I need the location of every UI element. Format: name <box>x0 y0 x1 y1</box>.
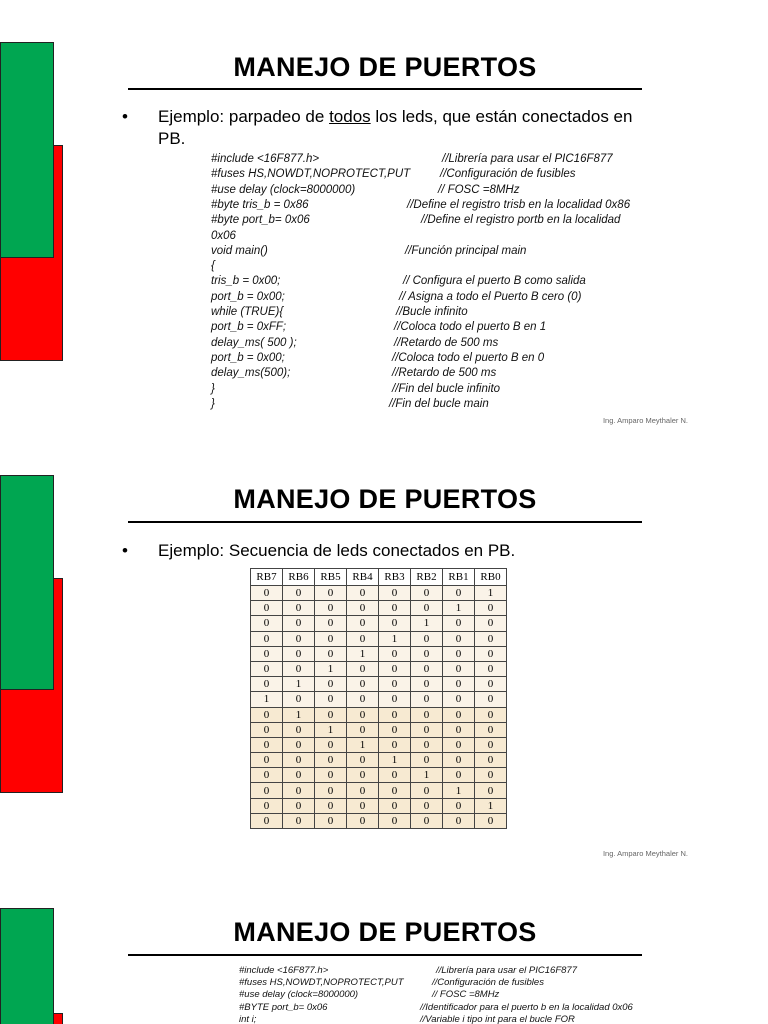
table-cell: 0 <box>347 677 379 692</box>
table-cell: 0 <box>251 813 283 828</box>
table-row <box>251 798 507 813</box>
table-column-header: RB7 <box>251 569 283 586</box>
table-cell: 1 <box>347 646 379 661</box>
code-comment: //Coloca todo el puerto B en 1 <box>394 321 547 334</box>
table-cell: 0 <box>347 601 379 616</box>
table-cell: 0 <box>251 722 283 737</box>
author-credit: Ing. Amparo Meythaler N. <box>602 849 688 858</box>
table-cell: 1 <box>315 661 347 676</box>
table-cell: 0 <box>411 631 443 646</box>
table-cell: 0 <box>347 768 379 783</box>
code-comment: // Asigna a todo el Puerto B cero (0) <box>399 290 582 303</box>
table-cell: 0 <box>283 616 315 631</box>
table-cell: 0 <box>251 798 283 813</box>
table-cell: 0 <box>443 631 475 646</box>
table-row <box>251 707 507 722</box>
title-rule <box>128 88 642 90</box>
table-cell: 1 <box>283 677 315 692</box>
table-cell: 0 <box>283 646 315 661</box>
code-comment: // FOSC =8MHz <box>438 183 520 196</box>
table-cell: 0 <box>347 707 379 722</box>
table-cell: 0 <box>475 707 507 722</box>
table-cell: 0 <box>315 707 347 722</box>
table-cell: 0 <box>443 586 475 601</box>
table-cell: 0 <box>283 586 315 601</box>
table-cell: 0 <box>411 707 443 722</box>
table-cell: 0 <box>411 737 443 752</box>
table-cell: 0 <box>347 722 379 737</box>
table-column-header: RB5 <box>315 569 347 586</box>
table-cell: 0 <box>315 616 347 631</box>
code-comment: //Librería para usar el PIC16F877 <box>442 153 613 165</box>
title-rule <box>128 954 642 956</box>
code-statement: 0x06 <box>211 229 236 242</box>
table-cell: 0 <box>315 692 347 707</box>
table-row <box>251 631 507 646</box>
table-cell: 0 <box>251 661 283 676</box>
code-statement: #include <16F877.h> <box>239 965 329 976</box>
code-statement: port_b = 0x00; <box>211 290 285 303</box>
table-cell: 0 <box>283 783 315 798</box>
table-cell: 0 <box>379 783 411 798</box>
table-row <box>251 616 507 631</box>
table-cell: 0 <box>475 601 507 616</box>
table-cell: 0 <box>411 661 443 676</box>
table-cell: 0 <box>411 813 443 828</box>
code-comment: //Fin del bucle infinito <box>392 382 501 395</box>
code-comment: //Función principal main <box>405 244 527 257</box>
table-cell: 1 <box>411 616 443 631</box>
table-cell: 0 <box>379 677 411 692</box>
table-cell: 0 <box>443 692 475 707</box>
code-statement: } <box>211 382 215 395</box>
code-statement: delay_ms(500); <box>211 367 291 380</box>
table-cell: 0 <box>443 661 475 676</box>
bullet-text <box>158 106 653 150</box>
table-row <box>251 692 507 707</box>
table-cell: 0 <box>443 677 475 692</box>
table-cell: 1 <box>379 631 411 646</box>
code-comment: //Bucle infinito <box>396 306 468 318</box>
table-row <box>251 783 507 798</box>
table-row <box>251 586 507 601</box>
code-comment: //Define el registro portb en la localidad <box>421 214 621 227</box>
table-cell: 0 <box>251 677 283 692</box>
slide-title: MANEJO DE PUERTOS <box>233 917 537 947</box>
code-comment: // FOSC =8MHz <box>432 989 500 1001</box>
code-comment: //Define el registro trisb en la localidad 0x86 <box>407 198 631 211</box>
code-comment: //Retardo de 500 ms <box>394 336 499 349</box>
code-statement: #use delay (clock=8000000) <box>239 989 359 1001</box>
table-header-row <box>251 569 507 586</box>
table-cell: 0 <box>251 737 283 752</box>
green-decoration-bar <box>0 42 54 258</box>
table-cell: 0 <box>379 661 411 676</box>
table-cell: 0 <box>283 753 315 768</box>
table-cell: 0 <box>411 692 443 707</box>
table-cell: 0 <box>283 737 315 752</box>
table-cell: 0 <box>315 813 347 828</box>
table-cell: 0 <box>251 707 283 722</box>
table-cell: 0 <box>475 661 507 676</box>
table-cell: 0 <box>475 783 507 798</box>
table-cell: 0 <box>315 677 347 692</box>
green-decoration-bar <box>0 475 54 690</box>
code-comment: //Identificador para el puerto b en la localidad 0x06 <box>420 1001 633 1013</box>
table-cell: 0 <box>443 707 475 722</box>
table-cell: 0 <box>315 586 347 601</box>
table-cell: 0 <box>315 753 347 768</box>
slide-3 <box>0 895 768 1024</box>
table-column-header: RB6 <box>283 569 315 586</box>
table-cell: 0 <box>283 798 315 813</box>
table-row <box>251 677 507 692</box>
table-cell: 0 <box>251 768 283 783</box>
table-cell: 1 <box>475 586 507 601</box>
table-cell: 0 <box>379 692 411 707</box>
table-cell: 0 <box>475 722 507 737</box>
table-cell: 0 <box>347 798 379 813</box>
table-column-header: RB0 <box>475 569 507 586</box>
bullet-text-underlined: todos <box>329 107 371 126</box>
table-cell: 0 <box>475 813 507 828</box>
table-cell: 0 <box>347 813 379 828</box>
slide-1 <box>0 0 768 440</box>
table-cell: 1 <box>251 692 283 707</box>
code-comment: //Librería para usar el PIC16F877 <box>436 965 577 976</box>
table-cell: 1 <box>379 753 411 768</box>
bullet-dot: • <box>122 107 128 126</box>
table-cell: 0 <box>411 722 443 737</box>
table-cell: 1 <box>315 722 347 737</box>
table-cell: 0 <box>315 601 347 616</box>
table-cell: 0 <box>411 586 443 601</box>
table-cell: 0 <box>283 692 315 707</box>
table-cell: 0 <box>315 768 347 783</box>
code-comment: //Configuración de fusibles <box>440 168 576 181</box>
table-cell: 0 <box>443 768 475 783</box>
table-cell: 0 <box>411 753 443 768</box>
table-row <box>251 768 507 783</box>
table-cell: 0 <box>475 646 507 661</box>
table-cell: 0 <box>251 601 283 616</box>
bullet-dot: • <box>122 541 128 560</box>
table-cell: 0 <box>283 631 315 646</box>
table-row <box>251 661 507 676</box>
table-cell: 0 <box>411 677 443 692</box>
code-comment: // Configura el puerto B como salida <box>403 275 586 288</box>
table-cell: 0 <box>251 646 283 661</box>
table-cell: 0 <box>475 692 507 707</box>
slide-title: MANEJO DE PUERTOS <box>233 484 537 514</box>
table-cell: 0 <box>443 722 475 737</box>
code-statement: } <box>211 397 215 410</box>
table-cell: 0 <box>315 737 347 752</box>
code-statement: #fuses HS,NOWDT,NOPROTECT,PUT <box>211 168 411 181</box>
table-column-header: RB1 <box>443 569 475 586</box>
code-comment: //Configuración de fusibles <box>432 977 544 989</box>
table-cell: 0 <box>251 631 283 646</box>
code-statement: #byte tris_b = 0x86 <box>211 198 309 211</box>
table-cell: 1 <box>443 783 475 798</box>
table-cell: 0 <box>379 813 411 828</box>
table-cell: 0 <box>475 631 507 646</box>
code-statement: #BYTE port_b= 0x06 <box>239 1001 328 1013</box>
table-cell: 0 <box>379 737 411 752</box>
table-cell: 1 <box>411 768 443 783</box>
table-cell: 0 <box>315 783 347 798</box>
table-cell: 0 <box>283 722 315 737</box>
table-row <box>251 601 507 616</box>
table-cell: 0 <box>283 601 315 616</box>
code-statement: delay_ms( 500 ); <box>211 336 297 349</box>
table-cell: 1 <box>283 707 315 722</box>
table-cell: 1 <box>347 737 379 752</box>
table-cell: 0 <box>347 661 379 676</box>
table-row <box>251 813 507 828</box>
code-comment: //Variable i tipo int para el bucle FOR <box>420 1013 575 1024</box>
code-comment: //Retardo de 500 ms <box>392 367 497 380</box>
table-cell: 0 <box>347 783 379 798</box>
table-cell: 0 <box>475 616 507 631</box>
author-credit: Ing. Amparo Meythaler N. <box>602 416 688 425</box>
table-cell: 0 <box>347 616 379 631</box>
table-cell: 0 <box>475 737 507 752</box>
table-cell: 0 <box>315 646 347 661</box>
table-cell: 0 <box>315 798 347 813</box>
bullet-text-pre: Ejemplo: parpadeo de <box>158 107 330 126</box>
table-cell: 0 <box>475 677 507 692</box>
green-decoration-bar <box>0 908 54 1024</box>
table-cell: 0 <box>443 646 475 661</box>
table-cell: 0 <box>411 783 443 798</box>
table-cell: 0 <box>379 616 411 631</box>
table-cell: 0 <box>443 813 475 828</box>
code-statement: port_b = 0xFF; <box>211 321 287 334</box>
table-cell: 0 <box>379 646 411 661</box>
table-cell: 0 <box>443 737 475 752</box>
table-cell: 0 <box>411 601 443 616</box>
table-cell: 0 <box>251 783 283 798</box>
table-cell: 0 <box>475 753 507 768</box>
table-cell: 0 <box>347 753 379 768</box>
title-rule <box>128 521 642 523</box>
table-cell: 0 <box>443 753 475 768</box>
table-cell: 0 <box>411 646 443 661</box>
code-statement: #byte port_b= 0x06 <box>211 214 310 227</box>
code-statement: port_b = 0x00; <box>211 351 285 364</box>
code-comment: //Coloca todo el puerto B en 0 <box>392 351 545 364</box>
code-statement: #use delay (clock=8000000) <box>211 183 356 196</box>
table-cell: 0 <box>347 631 379 646</box>
table-column-header: RB4 <box>347 569 379 586</box>
table-cell: 0 <box>475 768 507 783</box>
table-cell: 0 <box>315 631 347 646</box>
table-cell: 0 <box>379 798 411 813</box>
table-cell: 0 <box>379 601 411 616</box>
table-cell: 0 <box>251 586 283 601</box>
code-statement: tris_b = 0x00; <box>211 275 281 288</box>
table-cell: 0 <box>379 722 411 737</box>
table-cell: 1 <box>443 601 475 616</box>
code-statement: int i; <box>239 1013 257 1024</box>
table-cell: 0 <box>347 692 379 707</box>
table-cell: 0 <box>283 768 315 783</box>
table-cell: 0 <box>443 616 475 631</box>
table-row <box>251 737 507 752</box>
code-statement: { <box>211 260 215 273</box>
code-statement: #include <16F877.h> <box>211 153 320 165</box>
table-row <box>251 753 507 768</box>
table-cell: 0 <box>411 798 443 813</box>
table-cell: 0 <box>379 768 411 783</box>
table-column-header: RB3 <box>379 569 411 586</box>
table-row <box>251 722 507 737</box>
table-column-header: RB2 <box>411 569 443 586</box>
table-cell: 0 <box>379 586 411 601</box>
table-cell: 0 <box>283 813 315 828</box>
table-cell: 0 <box>347 586 379 601</box>
code-statement: void main() <box>211 244 268 257</box>
table-cell: 0 <box>251 616 283 631</box>
code-statement: while (TRUE){ <box>211 306 284 318</box>
table-cell: 0 <box>251 753 283 768</box>
code-statement: #fuses HS,NOWDT,NOPROTECT,PUT <box>239 977 404 989</box>
slide-title: MANEJO DE PUERTOS <box>233 52 537 82</box>
bullet-text: Ejemplo: Secuencia de leds conectados en PB. <box>158 541 516 560</box>
table-cell: 1 <box>475 798 507 813</box>
bullet-text-post: los leds, que están conectados en PB. <box>158 107 633 148</box>
code-comment: //Fin del bucle main <box>389 397 489 410</box>
table-cell: 0 <box>283 661 315 676</box>
table-cell: 0 <box>379 707 411 722</box>
table-row <box>251 646 507 661</box>
led-sequence-table <box>250 568 507 829</box>
table-cell: 0 <box>443 798 475 813</box>
